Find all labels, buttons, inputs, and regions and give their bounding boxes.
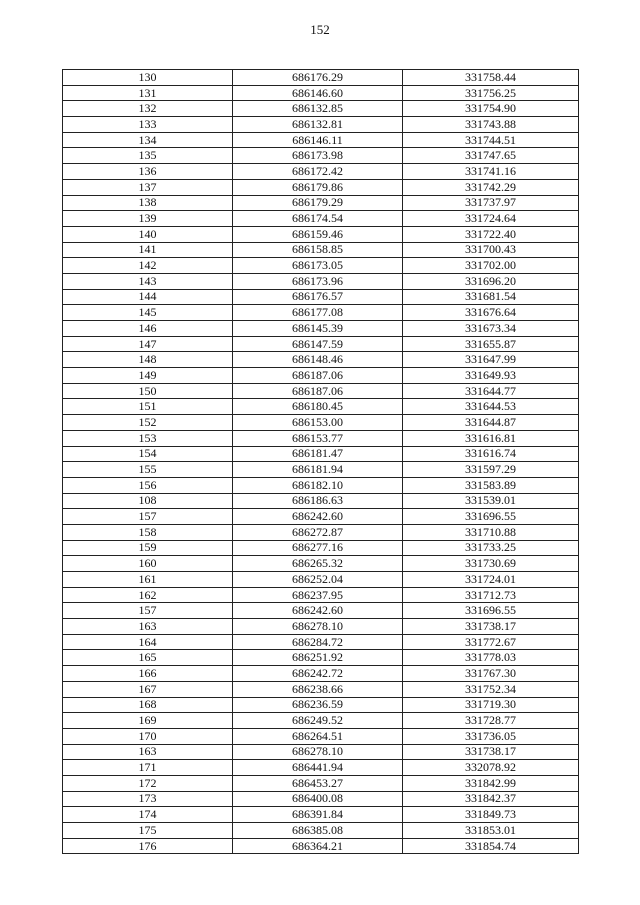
x-coordinate-cell: 686173.05 [233,258,403,274]
table-row [63,807,579,823]
y-coordinate-cell: 331655.87 [403,336,579,352]
y-coordinate-cell: 331728.77 [403,713,579,729]
table-row [63,430,579,446]
x-coordinate-cell: 686242.60 [233,603,403,619]
x-coordinate-cell: 686252.04 [233,572,403,588]
point-number-cell: 139 [63,211,233,227]
y-coordinate-cell: 331616.74 [403,446,579,462]
point-number-cell: 156 [63,477,233,493]
table-row [63,681,579,697]
x-coordinate-cell: 686242.72 [233,666,403,682]
y-coordinate-cell: 331738.17 [403,619,579,635]
point-number-cell: 143 [63,273,233,289]
table-row [63,258,579,274]
y-coordinate-cell: 331733.25 [403,540,579,556]
y-coordinate-cell: 331719.30 [403,697,579,713]
point-number-cell: 158 [63,524,233,540]
point-number-cell: 174 [63,807,233,823]
y-coordinate-cell: 331752.34 [403,681,579,697]
x-coordinate-cell: 686391.84 [233,807,403,823]
table-row [63,148,579,164]
point-number-cell: 160 [63,556,233,572]
y-coordinate-cell: 331644.53 [403,399,579,415]
y-coordinate-cell: 331724.64 [403,211,579,227]
y-coordinate-cell: 331736.05 [403,728,579,744]
table-row [63,446,579,462]
x-coordinate-cell: 686277.16 [233,540,403,556]
point-number-cell: 161 [63,572,233,588]
y-coordinate-cell: 331696.20 [403,273,579,289]
table-row [63,823,579,839]
point-number-cell: 140 [63,226,233,242]
x-coordinate-cell: 686441.94 [233,760,403,776]
x-coordinate-cell: 686176.29 [233,70,403,86]
x-coordinate-cell: 686132.85 [233,101,403,117]
table-row [63,226,579,242]
x-coordinate-cell: 686159.46 [233,226,403,242]
y-coordinate-cell: 331742.29 [403,179,579,195]
x-coordinate-cell: 686249.52 [233,713,403,729]
point-number-cell: 167 [63,681,233,697]
table-row [63,70,579,86]
point-number-cell: 135 [63,148,233,164]
page-number: 152 [310,22,330,37]
table-row [63,321,579,337]
x-coordinate-cell: 686242.60 [233,509,403,525]
x-coordinate-cell: 686264.51 [233,728,403,744]
table-row [63,399,579,415]
y-coordinate-cell: 331724.01 [403,572,579,588]
table-row [63,305,579,321]
point-number-cell: 141 [63,242,233,258]
x-coordinate-cell: 686265.32 [233,556,403,572]
y-coordinate-cell: 331842.99 [403,775,579,791]
x-coordinate-cell: 686278.10 [233,744,403,760]
y-coordinate-cell: 331754.90 [403,101,579,117]
point-number-cell: 170 [63,728,233,744]
point-number-cell: 142 [63,258,233,274]
point-number-cell: 172 [63,775,233,791]
point-number-cell: 159 [63,540,233,556]
x-coordinate-cell: 686187.06 [233,368,403,384]
point-number-cell: 168 [63,697,233,713]
y-coordinate-cell: 331702.00 [403,258,579,274]
y-coordinate-cell: 331644.87 [403,415,579,431]
table-row [63,117,579,133]
y-coordinate-cell: 331741.16 [403,164,579,180]
x-coordinate-cell: 686153.77 [233,430,403,446]
y-coordinate-cell: 331772.67 [403,634,579,650]
x-coordinate-cell: 686174.54 [233,211,403,227]
y-coordinate-cell: 331743.88 [403,117,579,133]
x-coordinate-cell: 686146.60 [233,85,403,101]
point-number-cell: 144 [63,289,233,305]
x-coordinate-cell: 686172.42 [233,164,403,180]
table-row [63,368,579,384]
y-coordinate-cell: 331676.64 [403,305,579,321]
x-coordinate-cell: 686180.45 [233,399,403,415]
x-coordinate-cell: 686237.95 [233,587,403,603]
table-row [63,775,579,791]
table-row [63,101,579,117]
point-number-cell: 146 [63,321,233,337]
y-coordinate-cell: 331758.44 [403,70,579,86]
coordinates-table-body [63,70,579,854]
x-coordinate-cell: 686145.39 [233,321,403,337]
x-coordinate-cell: 686181.47 [233,446,403,462]
y-coordinate-cell: 331778.03 [403,650,579,666]
y-coordinate-cell: 331696.55 [403,509,579,525]
point-number-cell: 148 [63,352,233,368]
table-row [63,289,579,305]
y-coordinate-cell: 331649.93 [403,368,579,384]
x-coordinate-cell: 686146.11 [233,132,403,148]
y-coordinate-cell: 331730.69 [403,556,579,572]
point-number-cell: 153 [63,430,233,446]
y-coordinate-cell: 331647.99 [403,352,579,368]
table-row [63,336,579,352]
table-row [63,352,579,368]
point-number-cell: 138 [63,195,233,211]
y-coordinate-cell: 331737.97 [403,195,579,211]
x-coordinate-cell: 686179.29 [233,195,403,211]
point-number-cell: 137 [63,179,233,195]
point-number-cell: 147 [63,336,233,352]
table-row [63,619,579,635]
x-coordinate-cell: 686453.27 [233,775,403,791]
x-coordinate-cell: 686181.94 [233,462,403,478]
point-number-cell: 151 [63,399,233,415]
y-coordinate-cell: 331738.17 [403,744,579,760]
table-row [63,195,579,211]
x-coordinate-cell: 686272.87 [233,524,403,540]
point-number-cell: 164 [63,634,233,650]
y-coordinate-cell: 331849.73 [403,807,579,823]
x-coordinate-cell: 686400.08 [233,791,403,807]
x-coordinate-cell: 686158.85 [233,242,403,258]
table-row [63,477,579,493]
table-row [63,462,579,478]
table-row [63,524,579,540]
table-row [63,838,579,854]
point-number-cell: 171 [63,760,233,776]
y-coordinate-cell: 331854.74 [403,838,579,854]
table-row [63,493,579,509]
y-coordinate-cell: 331597.29 [403,462,579,478]
point-number-cell: 175 [63,823,233,839]
table-row [63,132,579,148]
table-row [63,666,579,682]
table-row [63,634,579,650]
table-row [63,728,579,744]
table-row [63,697,579,713]
point-number-cell: 130 [63,70,233,86]
x-coordinate-cell: 686173.98 [233,148,403,164]
table-row [63,509,579,525]
table-row [63,556,579,572]
point-number-cell: 173 [63,791,233,807]
coordinates-table [62,69,579,854]
x-coordinate-cell: 686284.72 [233,634,403,650]
point-number-cell: 154 [63,446,233,462]
point-number-cell: 149 [63,368,233,384]
x-coordinate-cell: 686236.59 [233,697,403,713]
y-coordinate-cell: 331712.73 [403,587,579,603]
x-coordinate-cell: 686364.21 [233,838,403,854]
table-row [63,713,579,729]
x-coordinate-cell: 686173.96 [233,273,403,289]
point-number-cell: 134 [63,132,233,148]
x-coordinate-cell: 686179.86 [233,179,403,195]
x-coordinate-cell: 686278.10 [233,619,403,635]
x-coordinate-cell: 686177.08 [233,305,403,321]
x-coordinate-cell: 686385.08 [233,823,403,839]
point-number-cell: 169 [63,713,233,729]
y-coordinate-cell: 331744.51 [403,132,579,148]
table-row [63,744,579,760]
table-row [63,273,579,289]
y-coordinate-cell: 331644.77 [403,383,579,399]
table-row [63,383,579,399]
x-coordinate-cell: 686186.63 [233,493,403,509]
y-coordinate-cell: 331842.37 [403,791,579,807]
point-number-cell: 162 [63,587,233,603]
table-row [63,211,579,227]
table-row [63,164,579,180]
table-row [63,760,579,776]
table-row [63,242,579,258]
point-number-cell: 157 [63,603,233,619]
y-coordinate-cell: 331853.01 [403,823,579,839]
point-number-cell: 165 [63,650,233,666]
x-coordinate-cell: 686176.57 [233,289,403,305]
x-coordinate-cell: 686251.92 [233,650,403,666]
point-number-cell: 132 [63,101,233,117]
y-coordinate-cell: 331756.25 [403,85,579,101]
x-coordinate-cell: 686187.06 [233,383,403,399]
table-row [63,179,579,195]
point-number-cell: 131 [63,85,233,101]
table-row [63,572,579,588]
y-coordinate-cell: 331710.88 [403,524,579,540]
x-coordinate-cell: 686148.46 [233,352,403,368]
y-coordinate-cell: 331673.34 [403,321,579,337]
table-row [63,85,579,101]
table-row [63,650,579,666]
y-coordinate-cell: 331700.43 [403,242,579,258]
point-number-cell: 163 [63,619,233,635]
x-coordinate-cell: 686182.10 [233,477,403,493]
x-coordinate-cell: 686153.00 [233,415,403,431]
y-coordinate-cell: 331696.55 [403,603,579,619]
y-coordinate-cell: 331583.89 [403,477,579,493]
point-number-cell: 163 [63,744,233,760]
y-coordinate-cell: 331767.30 [403,666,579,682]
point-number-cell: 152 [63,415,233,431]
point-number-cell: 157 [63,509,233,525]
point-number-cell: 145 [63,305,233,321]
x-coordinate-cell: 686132.81 [233,117,403,133]
point-number-cell: 133 [63,117,233,133]
table-row [63,791,579,807]
y-coordinate-cell: 331616.81 [403,430,579,446]
y-coordinate-cell: 331722.40 [403,226,579,242]
table-row [63,540,579,556]
point-number-cell: 136 [63,164,233,180]
y-coordinate-cell: 331747.65 [403,148,579,164]
y-coordinate-cell: 331681.54 [403,289,579,305]
table-row [63,603,579,619]
point-number-cell: 155 [63,462,233,478]
point-number-cell: 108 [63,493,233,509]
y-coordinate-cell: 332078.92 [403,760,579,776]
point-number-cell: 176 [63,838,233,854]
x-coordinate-cell: 686147.59 [233,336,403,352]
point-number-cell: 166 [63,666,233,682]
table-row [63,587,579,603]
x-coordinate-cell: 686238.66 [233,681,403,697]
y-coordinate-cell: 331539.01 [403,493,579,509]
table-row [63,415,579,431]
point-number-cell: 150 [63,383,233,399]
